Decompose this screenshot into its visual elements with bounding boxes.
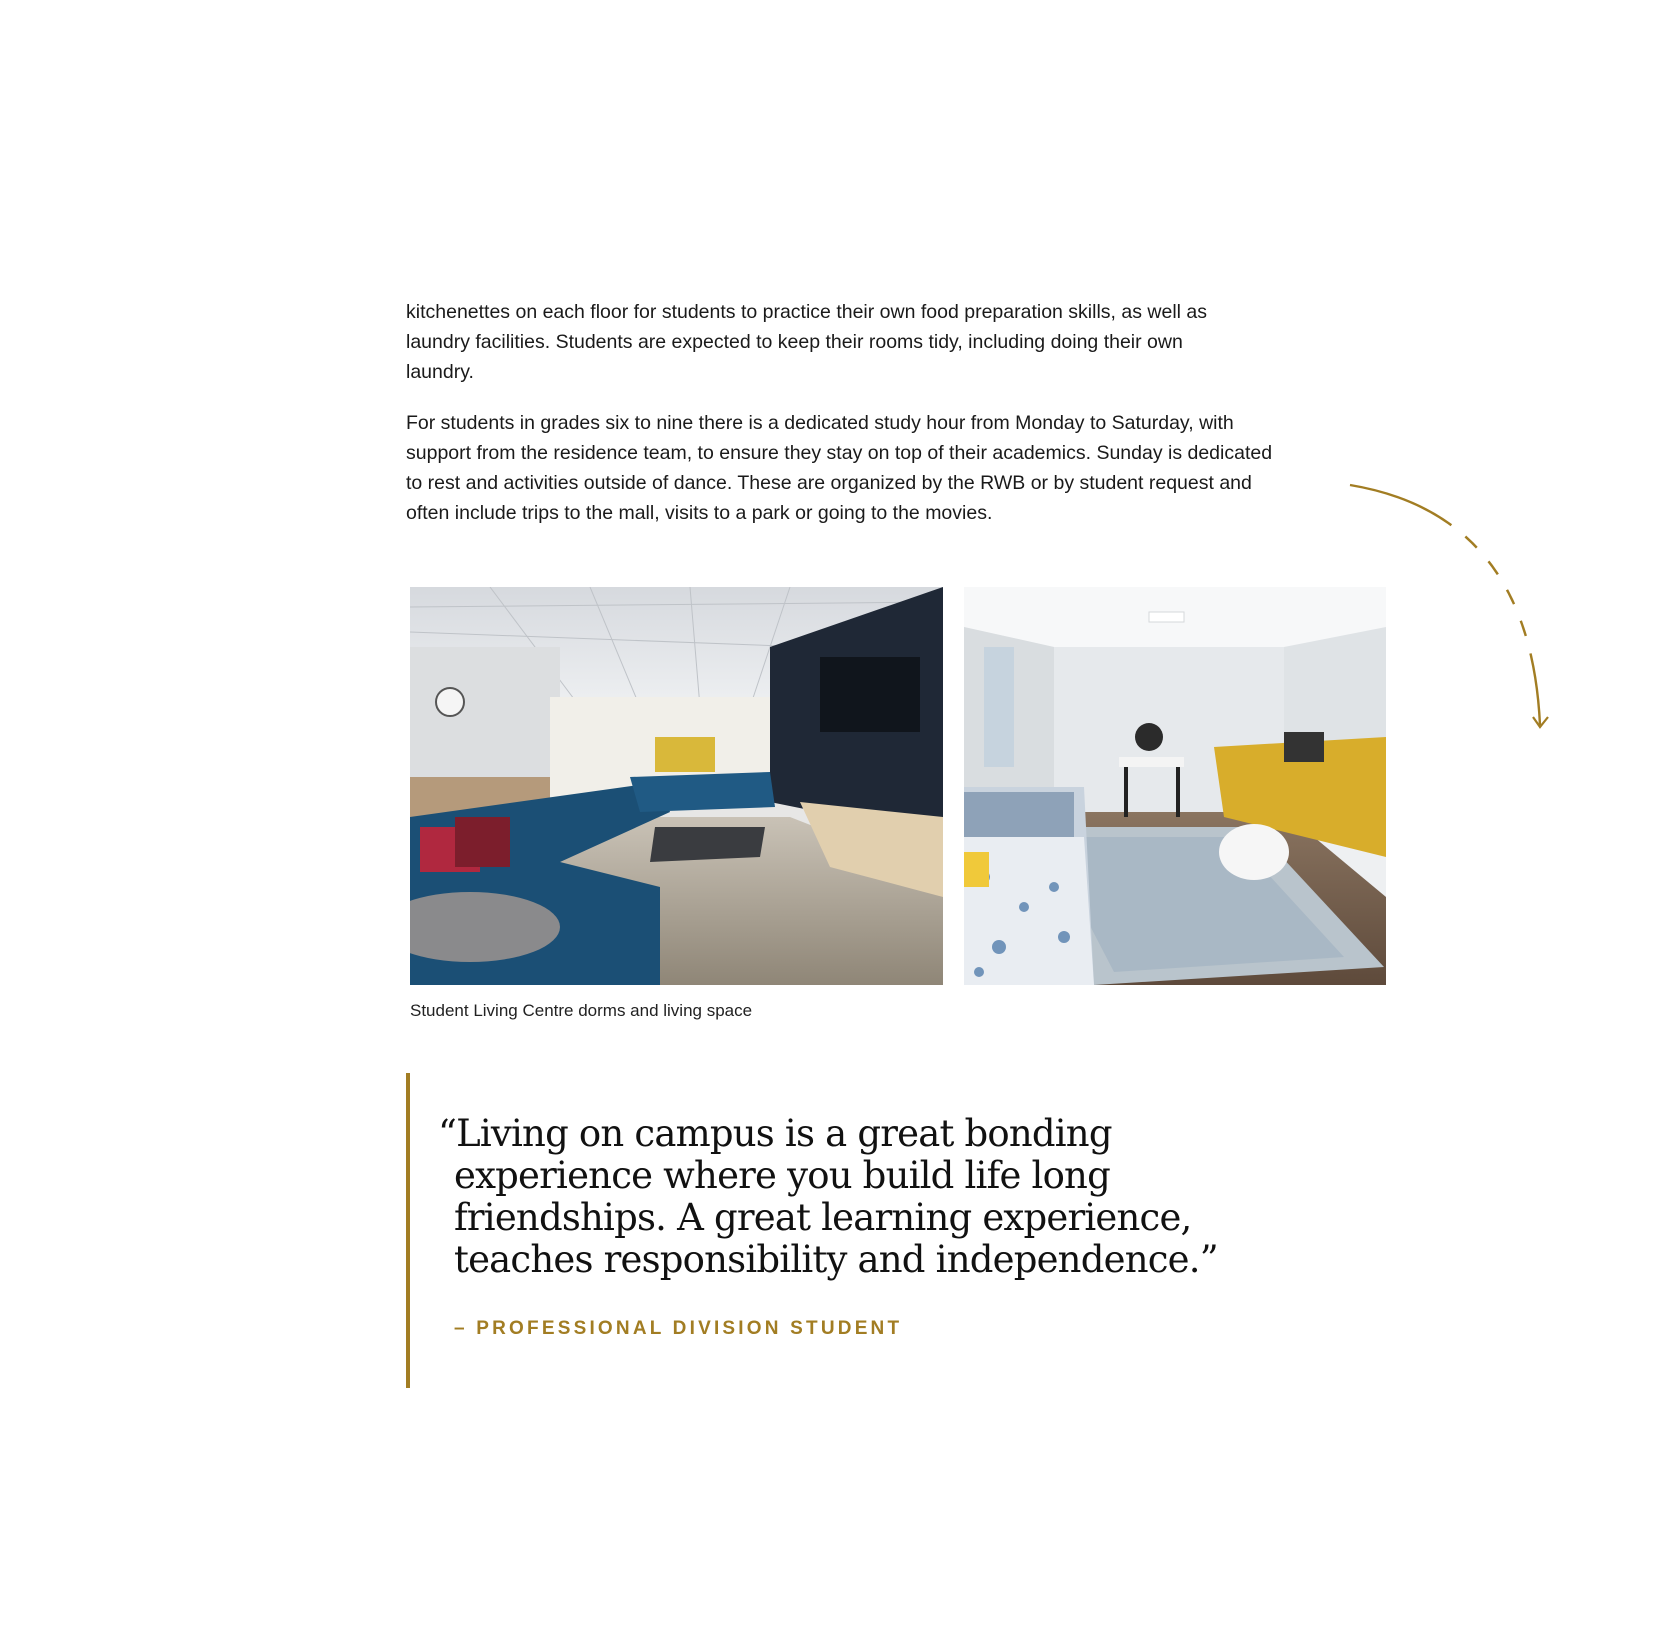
body-paragraph-study-hour: For students in grades six to nine there is a dedicated study hour from Monday to Saturday, with support from the residence team, to ensure they stay on top of their academics. Sunday is dedicated to rest and activities outside of dance. These are organized by the RWB or by student request and often include trips to the mall, visits to a park or going to the movies. — [406, 412, 1273, 524]
quote-accent-bar — [406, 1073, 410, 1388]
testimonial-quote: “Living on campus is a great bonding experience where you build life long friendships. A great learning experience, teaches responsibility and independence.” — [438, 1112, 1218, 1281]
body-paragraph-laundry: kitchenettes on each floor for students to practice their own food preparation skills, as well as laundry facilities. Students are expected to keep their rooms tidy, including doing their own laundry. — [406, 301, 1208, 383]
lounge-photo — [410, 587, 943, 985]
testimonial-attribution: – PROFESSIONAL DIVISION STUDENT — [454, 1318, 903, 1339]
photo-caption: Student Living Centre dorms and living space — [410, 1001, 753, 1020]
dorm-room-photo — [964, 587, 1386, 985]
